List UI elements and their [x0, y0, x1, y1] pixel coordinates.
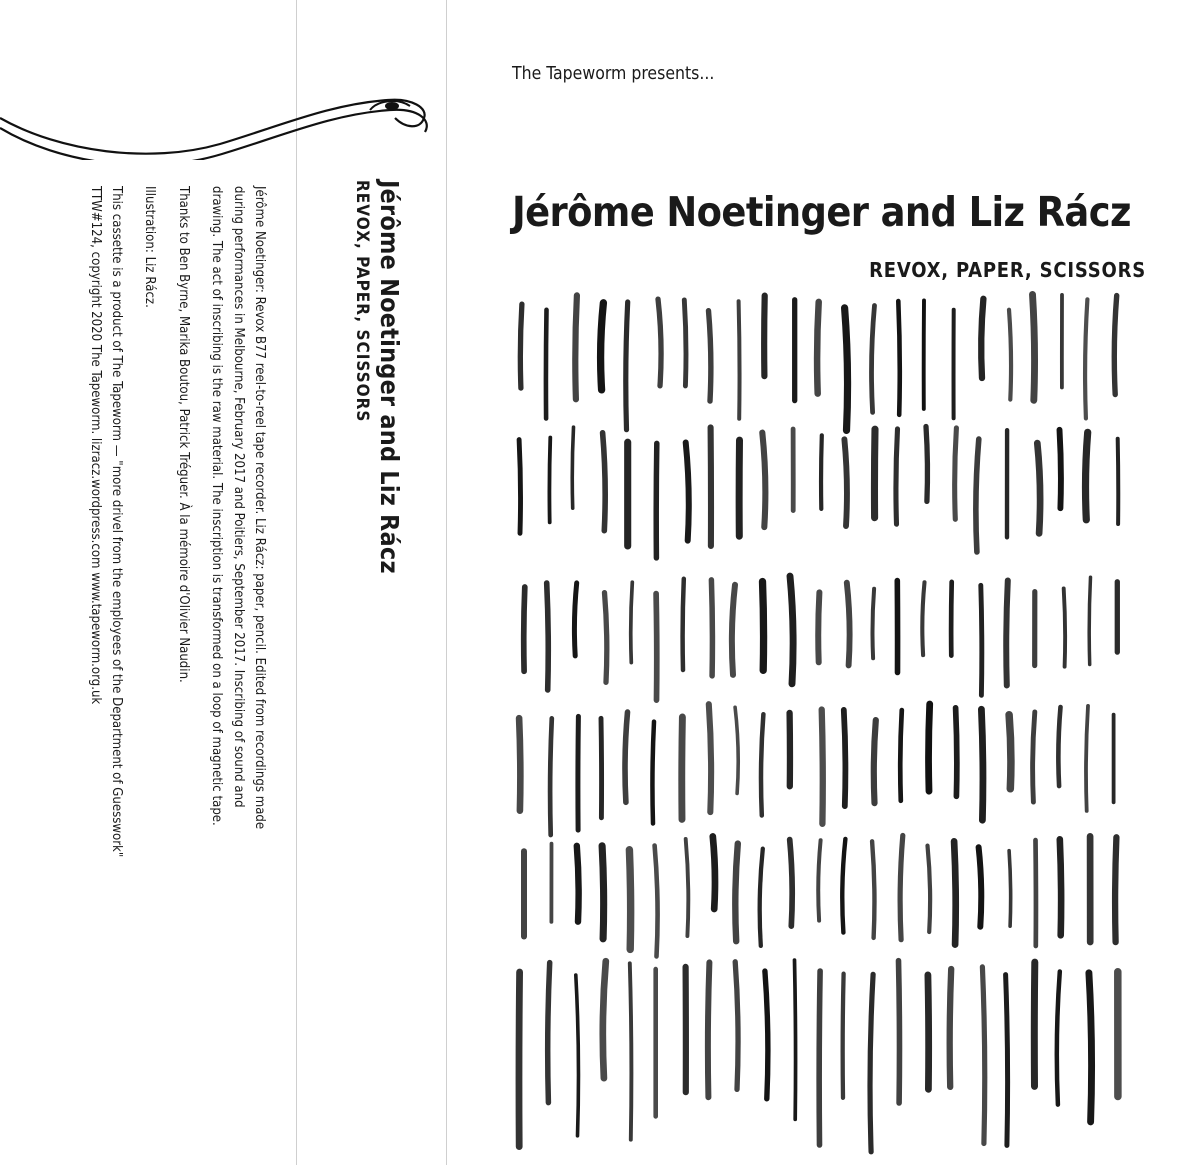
- pencil-stroke: [1058, 707, 1060, 786]
- pencil-stroke: [709, 704, 711, 812]
- pencil-stroke: [601, 718, 602, 818]
- pencil-stroke: [520, 304, 522, 388]
- pencil-stroke: [1009, 310, 1011, 400]
- illustration-credit: Illustration: Liz Rácz.: [142, 186, 158, 308]
- pencil-stroke: [602, 846, 604, 939]
- pencil-stroke: [844, 710, 846, 806]
- pencil-stroke: [844, 439, 847, 526]
- front-artist: Jérôme Noetinger and Liz Rácz: [512, 188, 1131, 236]
- pencil-stroke: [790, 576, 793, 684]
- pencil-stroke: [795, 960, 796, 1119]
- pencil-stroke: [735, 962, 738, 1090]
- pencil-stroke: [843, 974, 844, 1098]
- pencil-stroke: [630, 963, 632, 1139]
- pencil-stroke: [950, 969, 952, 1087]
- pencil-stroke: [761, 714, 763, 815]
- pencil-stroke: [546, 310, 547, 419]
- pencil-stroke: [870, 974, 873, 1152]
- pencil-stroke: [896, 429, 898, 524]
- fold-line: [446, 0, 447, 1165]
- pencil-stroke: [1086, 706, 1088, 811]
- pencil-stroke: [1089, 973, 1092, 1122]
- credits-line: Jérôme Noetinger: Revox B77 reel-to-reel tape recorder. Liz Rácz: paper, pencil. Edited from recordings made: [252, 186, 267, 830]
- pencil-stroke: [928, 846, 931, 932]
- pencil-stroke: [603, 433, 606, 531]
- pencil-stroke: [817, 302, 819, 394]
- pencil-stroke: [548, 963, 550, 1103]
- pencil-stroke: [872, 306, 875, 413]
- pencil-stroke: [655, 846, 658, 957]
- fold-line: [296, 0, 297, 1165]
- pencil-stroke: [739, 301, 740, 419]
- spine: [314, 180, 404, 590]
- pencil-stroke: [819, 971, 820, 1145]
- pencil-stroke: [1114, 296, 1116, 395]
- pencil-stroke: [954, 841, 956, 944]
- pencil-stroke: [898, 301, 899, 415]
- pencil-stroke-illustration: [510, 286, 1160, 1156]
- pencil-stroke: [601, 303, 604, 390]
- pencil-stroke: [708, 962, 710, 1097]
- footer-line: TTW#124, copyright 2020 The Tapeworm. lizracz.wordpress.com www.tapeworm.org.uk: [87, 186, 103, 705]
- pencil-stroke: [686, 839, 689, 936]
- pencil-stroke: [842, 839, 845, 933]
- pencil-stroke: [603, 961, 606, 1078]
- pencil-stroke: [900, 710, 902, 801]
- tapeworm-drawing-icon: [0, 40, 440, 160]
- pencil-stroke: [872, 589, 874, 659]
- pencil-stroke: [1009, 715, 1011, 789]
- pencil-stroke: [981, 585, 982, 695]
- pencil-stroke: [976, 439, 979, 552]
- pencil-stroke: [822, 710, 823, 824]
- pencil-stroke: [658, 299, 661, 386]
- pencil-stroke: [682, 717, 683, 819]
- pencil-stroke: [928, 975, 929, 1089]
- pencil-stroke: [519, 718, 520, 811]
- pencil-stroke: [1033, 712, 1035, 802]
- pencil-stroke: [629, 850, 630, 950]
- pencil-stroke: [899, 961, 900, 1103]
- pencil-stroke: [656, 594, 657, 701]
- pencil-stroke: [874, 429, 875, 518]
- front-title: REVOX, PAPER, SCISSORS: [869, 258, 1146, 282]
- spine-title: REVOX, PAPER, SCISSORS: [352, 180, 372, 423]
- pencil-stroke: [656, 443, 657, 558]
- pencil-stroke: [1057, 972, 1060, 1105]
- pencil-stroke: [547, 583, 549, 690]
- pencil-stroke: [549, 438, 550, 523]
- pencil-stroke: [900, 836, 903, 940]
- pencil-stroke: [818, 840, 820, 920]
- pencil-stroke: [684, 300, 686, 386]
- pencil-stroke: [709, 311, 711, 401]
- pencil-stroke: [979, 847, 982, 927]
- pencil-stroke: [929, 704, 930, 791]
- pencil-stroke: [764, 296, 765, 377]
- pencil-stroke: [872, 841, 874, 938]
- pencil-stroke: [763, 582, 764, 671]
- pencil-stroke: [550, 718, 552, 835]
- pencil-stroke: [626, 302, 628, 430]
- pencil-stroke: [1085, 299, 1087, 418]
- pencil-stroke: [1033, 294, 1035, 400]
- pencil-stroke: [574, 583, 576, 656]
- pencil-stroke: [981, 709, 983, 820]
- pencil-stroke: [762, 433, 765, 527]
- pencil-stroke: [821, 435, 822, 509]
- pencil-stroke: [652, 722, 654, 824]
- pencil-stroke: [956, 708, 957, 797]
- pencil-stroke: [1118, 439, 1119, 524]
- back-panel: [10, 186, 270, 1016]
- pencil-stroke: [1086, 432, 1088, 520]
- pencil-stroke: [1060, 430, 1061, 508]
- pencil-stroke: [847, 583, 850, 666]
- pencil-stroke: [922, 582, 924, 655]
- credits-line: drawing. The act of inscribing is the raw material. The inscription is transformed on a loop of magnetic tape.: [209, 186, 225, 826]
- pencil-stroke: [926, 427, 927, 502]
- pencil-stroke: [572, 427, 573, 508]
- pencil-stroke: [1060, 839, 1061, 935]
- pencil-stroke: [790, 840, 793, 927]
- pencil-stroke: [1006, 975, 1008, 1146]
- pencil-stroke: [1115, 837, 1116, 942]
- pencil-stroke: [845, 308, 848, 431]
- pencil-stroke: [732, 585, 735, 675]
- credits-line: during performances in Melbourne, February 2017 and Poitiers, September 2017. Inscribing of sound and: [230, 186, 246, 808]
- pencil-stroke: [982, 967, 984, 1144]
- pencil-stroke: [605, 593, 607, 683]
- pencil-stroke: [683, 579, 684, 670]
- pencil-stroke: [981, 299, 983, 378]
- pencil-stroke: [519, 440, 520, 534]
- pencil-stroke: [1009, 851, 1011, 927]
- pencil-stroke: [575, 295, 577, 399]
- pencil-stroke: [818, 592, 819, 662]
- pencil-stroke: [625, 712, 628, 802]
- presents-text: The Tapeworm presents...: [512, 64, 715, 84]
- pencil-stroke: [713, 836, 715, 909]
- pencil-stroke: [686, 443, 689, 541]
- pencil-stroke: [524, 587, 525, 671]
- pencil-stroke: [1089, 577, 1090, 664]
- pencil-stroke: [735, 707, 738, 793]
- pencil-stroke: [1006, 581, 1008, 686]
- pencil-stroke: [951, 582, 952, 656]
- pencil-stroke: [1037, 443, 1040, 533]
- pencil-stroke: [576, 975, 579, 1136]
- pencil-stroke: [955, 428, 957, 519]
- pencil-stroke: [1064, 589, 1065, 667]
- pencil-stroke: [631, 582, 633, 662]
- pencil-stroke: [765, 971, 768, 1099]
- pencil-stroke: [760, 849, 763, 946]
- footer-line: This cassette is a product of The Tapeworm — "more drivel from the employees of the Department of Guesswork": [108, 186, 124, 858]
- spine-artist: Jérôme Noetinger and Liz Rácz: [375, 180, 404, 574]
- pencil-stroke: [519, 972, 520, 1147]
- pencil-stroke: [711, 580, 712, 676]
- thanks-text: Thanks to Ben Byrne, Marika Boutou, Patrick Tréguer. À la mémoire d'Olivier Naudin.: [175, 186, 191, 683]
- pencil-stroke: [735, 844, 738, 942]
- pencil-stroke: [874, 720, 876, 803]
- pencil-stroke: [577, 846, 579, 922]
